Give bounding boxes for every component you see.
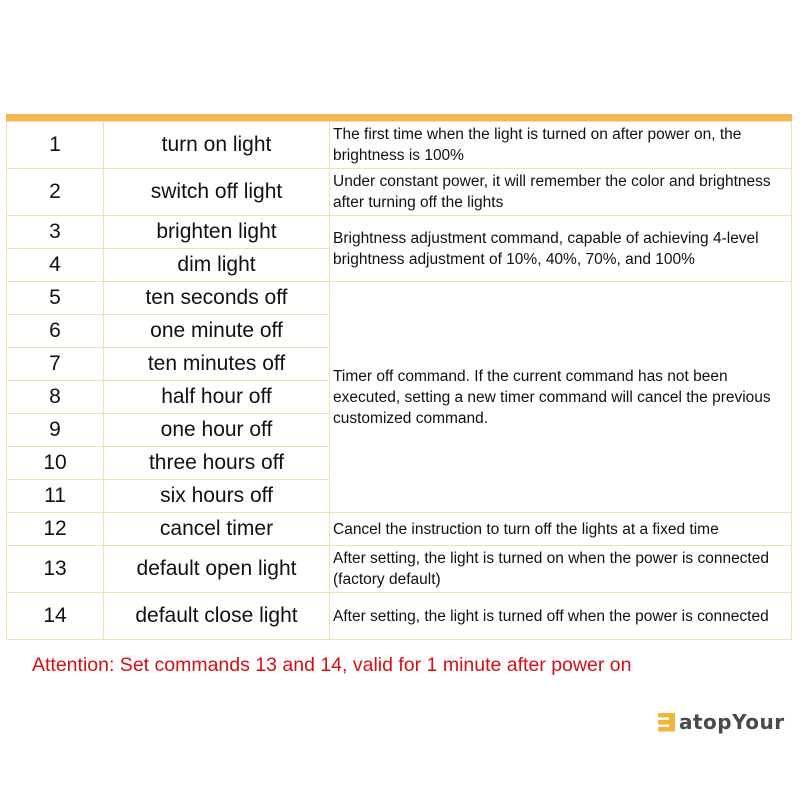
command-number: 3 xyxy=(7,216,104,249)
command-name: one minute off xyxy=(104,315,330,348)
table-row xyxy=(7,122,792,169)
command-name: default close light xyxy=(104,593,330,640)
command-number: 5 xyxy=(7,282,104,315)
logo-text: atopYour xyxy=(679,710,785,734)
table-row xyxy=(7,216,792,249)
command-number: 7 xyxy=(7,348,104,381)
command-description: The first time when the light is turned on after power on, the brightness is 100% xyxy=(330,122,792,169)
command-description: Timer off command. If the current command has not been executed, setting a new timer command will cancel the previous customized command. xyxy=(330,282,792,513)
command-number: 6 xyxy=(7,315,104,348)
command-name: ten minutes off xyxy=(104,348,330,381)
command-number: 2 xyxy=(7,169,104,216)
command-name: cancel timer xyxy=(104,513,330,546)
brand-logo xyxy=(655,706,785,738)
attention-note: Attention: Set commands 13 and 14, valid for 1 minute after power on xyxy=(32,654,632,676)
command-table xyxy=(6,121,792,640)
command-name: brighten light xyxy=(104,216,330,249)
command-number: 10 xyxy=(7,447,104,480)
command-description: Cancel the instruction to turn off the lights at a fixed time xyxy=(330,513,792,546)
command-name: ten seconds off xyxy=(104,282,330,315)
command-number: 1 xyxy=(7,122,104,169)
table-header-bar xyxy=(6,114,792,121)
command-number: 14 xyxy=(7,593,104,640)
command-number: 12 xyxy=(7,513,104,546)
table-row xyxy=(7,593,792,640)
table-row xyxy=(7,546,792,593)
command-number: 4 xyxy=(7,249,104,282)
table-row xyxy=(7,169,792,216)
logo-e-mark-icon xyxy=(655,711,677,733)
command-description: Brightness adjustment command, capable of achieving 4-level brightness adjustment of 10%, 40%, 70%, and 100% xyxy=(330,216,792,282)
command-name: switch off light xyxy=(104,169,330,216)
table-row xyxy=(7,513,792,546)
command-number: 11 xyxy=(7,480,104,513)
command-name: turn on light xyxy=(104,122,330,169)
command-name: one hour off xyxy=(104,414,330,447)
command-description: Under constant power, it will remember the color and brightness after turning off the lights xyxy=(330,169,792,216)
command-number: 13 xyxy=(7,546,104,593)
command-description: After setting, the light is turned on when the power is connected (factory default) xyxy=(330,546,792,593)
command-name: three hours off xyxy=(104,447,330,480)
table-row xyxy=(7,282,792,315)
command-name: default open light xyxy=(104,546,330,593)
command-number: 8 xyxy=(7,381,104,414)
command-number: 9 xyxy=(7,414,104,447)
command-description: After setting, the light is turned off when the power is connected xyxy=(330,593,792,640)
command-name: half hour off xyxy=(104,381,330,414)
command-name: six hours off xyxy=(104,480,330,513)
command-name: dim light xyxy=(104,249,330,282)
